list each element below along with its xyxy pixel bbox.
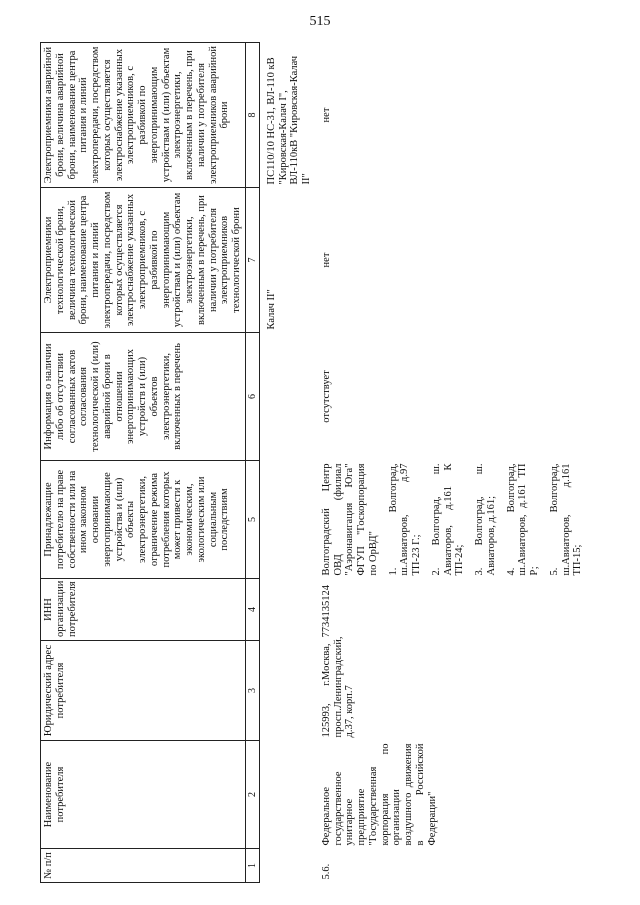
column-number: 4 [245,579,259,641]
carryover-tech-reserve: Калач II" [265,289,277,330]
legal-address: 125993, г.Москва, просп.Ленинградский, д.37, корп.7 [320,636,356,738]
device-item: 5. Волгоград, ш.Авиаторов, д.161 ТП-15; [548,463,584,576]
header-inn: ИНН организации потребителя [41,579,246,641]
table-header-row [41,43,246,883]
inn-value: 7734135124 [320,585,332,638]
column-number: 6 [245,333,259,461]
header-emergency-reserve: Электроприемники аварийной брони, величина аварийной брони, наименование центра питания и линий электропередачи, посредством которых осуществляется электроснабжение указанных электроприемников, с разбивкой по энергопринимающим устройствам и (или) объектам электроэнергетики, включенным в перечень, при наличии у потребителя электроприемников аварийной брони [41,43,246,188]
column-number: 5 [245,461,259,579]
column-number-row [245,43,259,883]
header-tech-reserve: Электроприемники технологической брони, величина технологической брони, наименование центра питания и линий электропередачи, посредством которых осуществляется электроснабжение указанных электроприемников, с разбивкой по энергопринимающим устройствам и (или) объектам электроэнергетики, включенным в перечень, при наличии у потребителя электроприемников технологической брони [41,188,246,333]
column-number: 7 [245,188,259,333]
agreements-value: отсутствует [320,370,332,423]
device-item: 3. Волгоград, ш. Авиаторов, д.161; [474,463,497,576]
header-legal-address: Юридический адрес потребителя [41,641,246,741]
header-consumer-name: Наименование потребителя [41,741,246,849]
devices-intro: Волгоградский Центр ОВД (филиал "Аэронавигация Юга" ФГУП "Госкорпорация по ОрВД" [320,463,379,576]
device-item: 1. Волгоград, ш.Авиаторов, д.97 ТП-23 Г.; [387,463,423,576]
carryover-row [259,43,315,883]
column-number: 2 [245,741,259,849]
header-number: № п/п [41,849,246,883]
column-number: 8 [245,43,259,188]
consumer-table [40,42,594,883]
column-number: 1 [245,849,259,883]
carryover-emergency-reserve: ПС110/10 НС-31, ВЛ-110 кВ "Кировская-Калач I", ВЛ-110кВ "Кировская-Калач II" [265,55,313,185]
header-devices: Принадлежащие потребителю на праве собственности или на ином законном основании энергопринимающие устройства и (или) объекты электроэнергетики, ограничение режима потребления которых может привести к экономическим, экологическим или социальным последствиям [41,461,246,579]
emergency-reserve-value: нет [320,107,332,123]
table-row [315,43,594,883]
page-number: 515 [309,14,331,29]
device-item: 4. Волгоград, ш.Авиаторов, д.161 ТП Р; [505,463,541,576]
header-agreements: Информация о наличии либо об отсутствии согласованных актов согласования технологической и (или) аварийной брони в отношении энергопринимающих устройств и (или) объектов электроэнергетики, включенных в перечень [41,333,246,461]
column-number: 3 [245,641,259,741]
consumer-name: Федеральное государственное унитарное предприятие "Государственная корпорация по организации воздушного движения в Российской Федерации" [320,743,438,846]
row-number: 5.6. [320,863,332,880]
devices-list [315,461,594,579]
device-item: 2. Волгоград, ш. Авиаторов, д.161 К ТП-24; [430,463,466,576]
tech-reserve-value: нет [320,252,332,268]
